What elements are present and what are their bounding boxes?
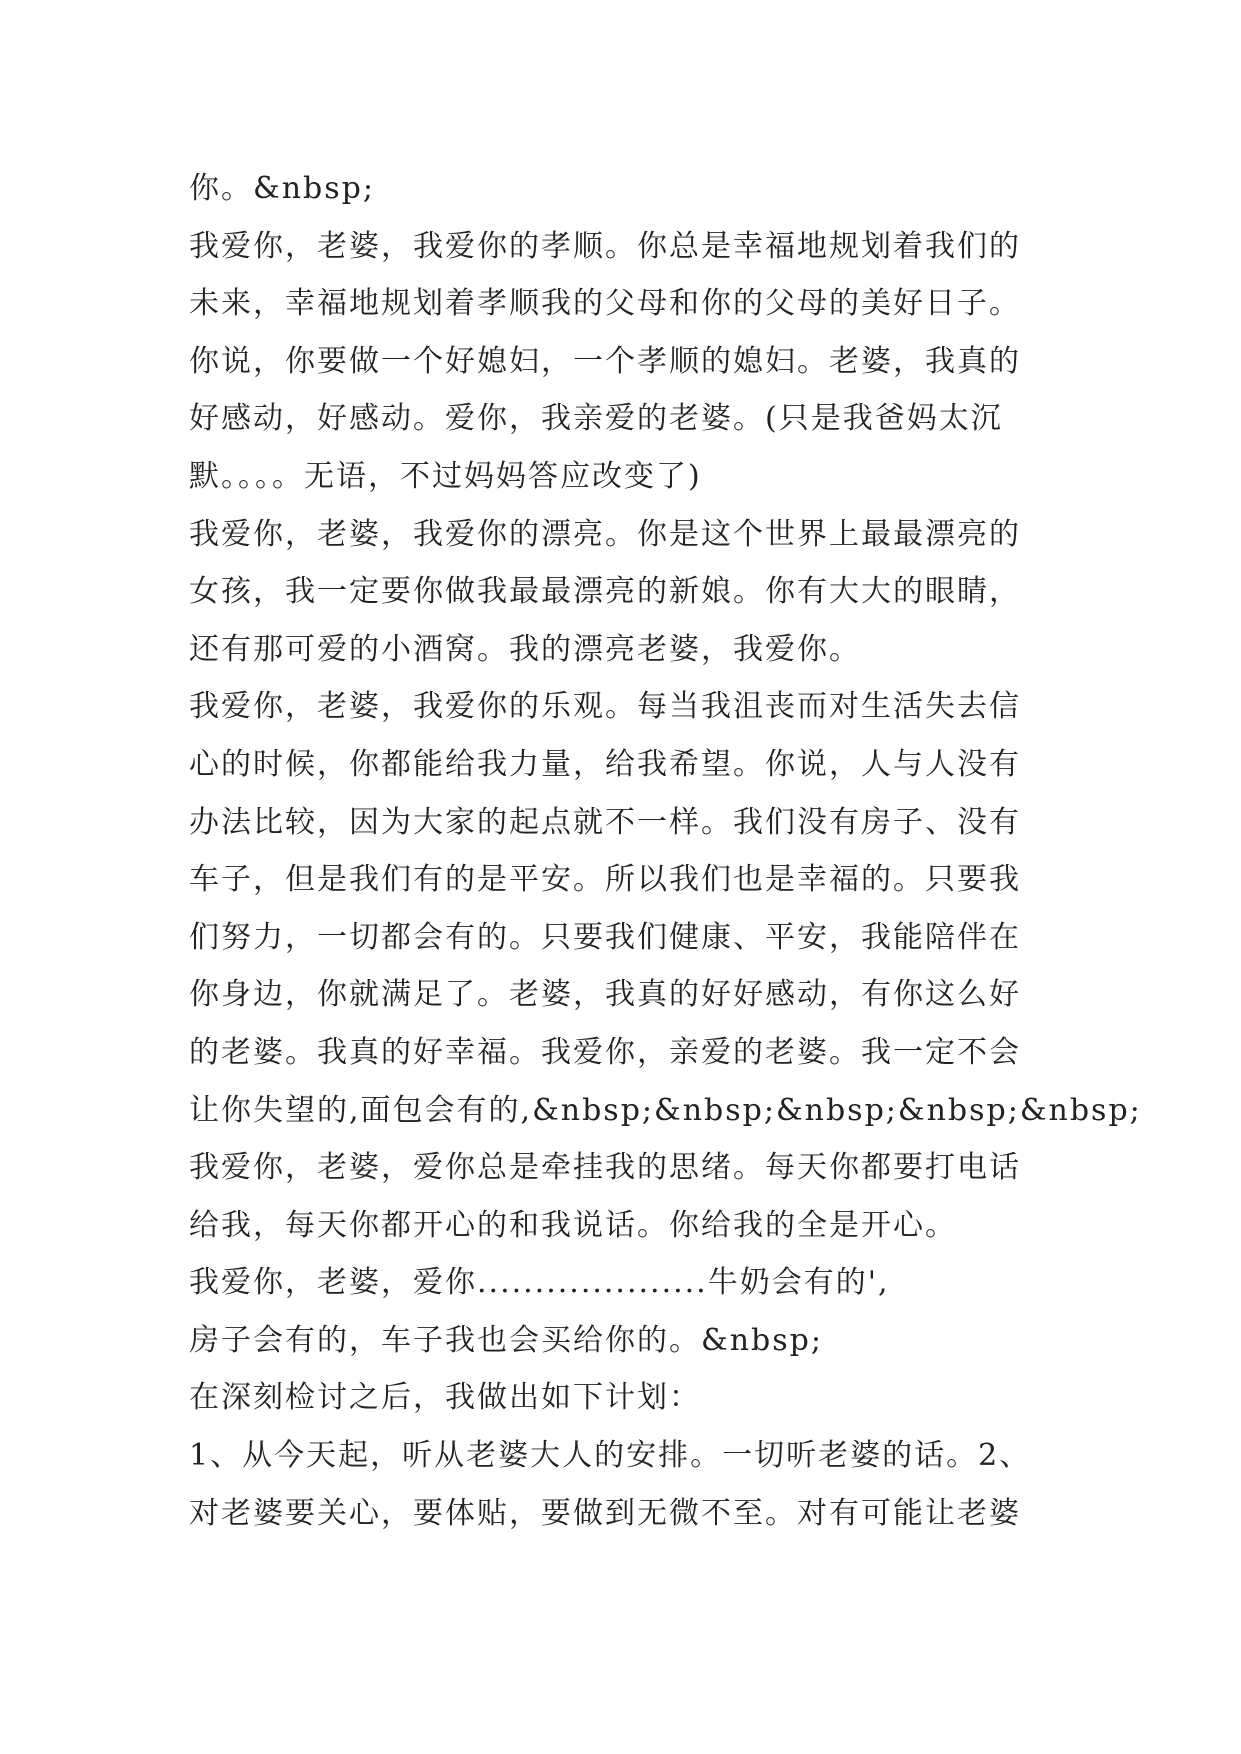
text-line: 默。。。。无语，不过妈妈答应改变了) [189, 458, 702, 494]
text-line: 未来，幸福地规划着孝顺我的父母和你的父母的美好日子。 [189, 286, 1021, 322]
text-line: 的老婆。我真的好幸福。我爱你，亲爱的老婆。我一定不会 [189, 1034, 1021, 1070]
text-line: 让你失望的,面包会有的,&nbsp;&nbsp;&nbsp;&nbsp;&nbsp; [189, 1092, 1142, 1128]
body-text [189, 160, 1142, 1542]
text-line: 车子，但是我们有的是平安。所以我们也是幸福的。只要我 [189, 862, 1021, 898]
text-line: 你身边，你就满足了。老婆，我真的好好感动，有你这么好 [189, 977, 1021, 1013]
text-line: 在深刻检讨之后，我做出如下计划： [189, 1380, 701, 1416]
text-line: 好感动，好感动。爱你，我亲爱的老婆。(只是我爸妈太沉 [189, 401, 1003, 437]
text-line: 房子会有的，车子我也会买给你的。&nbsp; [189, 1322, 823, 1358]
text-line: 们努力，一切都会有的。只要我们健康、平安，我能陪伴在 [189, 919, 1021, 955]
text-line: 给我，每天你都开心的和我说话。你给我的全是开心。 [189, 1207, 957, 1243]
text-line: 对老婆要关心，要体贴，要做到无微不至。对有可能让老婆 [189, 1495, 1021, 1531]
text-line: 我爱你，老婆，我爱你的乐观。每当我沮丧而对生活失去信 [189, 689, 1021, 725]
text-line: 你。&nbsp; [189, 171, 375, 206]
text-line: 我爱你，老婆，爱你....................牛奶会有的', [189, 1265, 890, 1301]
text-line: 1、从今天起，听从老婆大人的安排。一切听老婆的话。2、 [189, 1438, 1032, 1474]
text-line: 心的时候，你都能给我力量，给我希望。你说，人与人没有 [189, 746, 1021, 782]
text-line: 你说，你要做一个好媳妇，一个孝顺的媳妇。老婆，我真的 [189, 343, 1021, 379]
text-line: 还有那可爱的小酒窝。我的漂亮老婆，我爱你。 [189, 631, 861, 667]
text-line: 女孩，我一定要你做我最最漂亮的新娘。你有大大的眼睛， [189, 574, 1021, 610]
text-line: 我爱你，老婆，爱你总是牵挂我的思绪。每天你都要打电话 [189, 1150, 1021, 1186]
text-line: 办法比较，因为大家的起点就不一样。我们没有房子、没有 [189, 804, 1021, 840]
text-line: 我爱你，老婆，我爱你的孝顺。你总是幸福地规划着我们的 [189, 228, 1021, 264]
text-line: 我爱你，老婆，我爱你的漂亮。你是这个世界上最最漂亮的 [189, 516, 1021, 552]
